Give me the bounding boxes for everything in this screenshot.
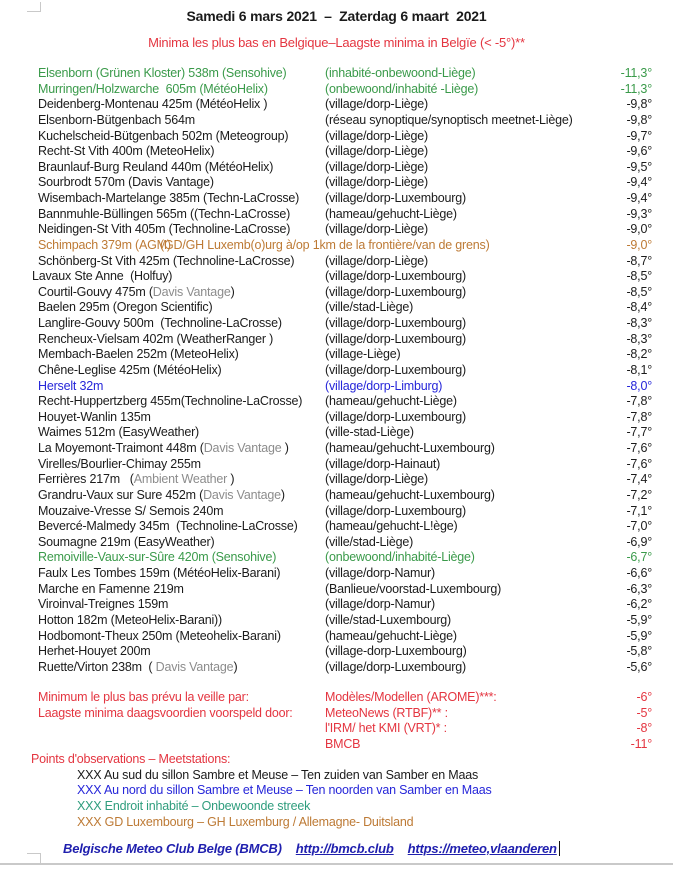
station-name: Ruette/Virton 238m ( Davis Vantage) [38,659,238,674]
station-location: (village/dorp-Hainaut) [325,456,441,471]
station-name: Remoiville-Vaux-sur-Sûre 420m (Sensohive) [38,550,277,565]
station-temperature: -7,7° [626,425,652,440]
station-location: (hameau/gehucht-Luxembourg) [325,487,495,502]
station-row [38,629,652,645]
station-temperature: -8,3° [626,316,652,330]
station-row [38,472,652,488]
station-name: Viroinval-Treignes 159m [38,597,169,612]
station-row [38,97,652,113]
station-location: (village/dorp-Namur) [325,566,435,580]
footer-link-bmcb[interactable]: http://bmcb.club [295,841,394,856]
station-location: (village/dorp-Luxembourg) [325,269,466,284]
stations-table [0,66,673,675]
station-temperature: -6,9° [626,534,652,549]
forecast-temperature: -11° [630,736,652,751]
station-row [38,144,652,160]
station-temperature: -8,0° [626,378,652,393]
station-temperature: -9,3° [626,206,652,221]
station-name: Schönberg-St Vith 425m (Technoline-LaCrosse) [38,253,295,268]
station-temperature: -9,5° [626,159,652,174]
station-name: La Moyemont-Traimont 448m (Davis Vantage ) [38,441,289,455]
station-row [38,519,652,535]
station-row [38,488,652,504]
station-temperature: -7,1° [626,503,652,518]
station-temperature: -11,3° [620,81,652,96]
station-name: Waimes 512m (EasyWeather) [38,425,200,440]
forecast-temperature: -8° [636,721,652,736]
station-name: Sourbrodt 570m (Davis Vantage) [38,175,214,190]
station-name: Hotton 182m (MeteoHelix-Barani)) [38,612,222,627]
station-location: (village/dorp-Luxembourg) [325,659,466,674]
station-row [38,457,652,473]
forecast-section [0,690,673,753]
legend-item: XXX Au nord du sillon Sambre et Meuse – Ten noorden van Samber en Maas [77,783,492,798]
station-name: Lavaux Ste Anne (Holfuy) [32,269,173,284]
station-temperature: -8,1° [626,362,652,377]
station-row [38,238,652,254]
station-name: Recht-Huppertzberg 455m(Technoline-LaCrosse) [38,394,303,409]
station-row [38,175,652,191]
station-temperature: -5,9° [626,612,652,627]
station-location: (village/dorp-Limburg) [325,378,443,393]
station-location: (hameau/gehucht-Liège) [325,394,457,409]
station-row [38,316,652,332]
station-temperature: -7,6° [626,456,652,471]
station-temperature: -8,7° [626,253,652,268]
station-location: (village-dorp-Luxembourg) [325,644,467,659]
station-temperature: -9,0° [626,222,652,237]
station-location: (village/dorp-Liège) [325,144,429,159]
forecast-source: MeteoNews (RTBF)** : [325,705,448,720]
station-name: Bannmuhle-Büllingen 565m ((Techn-LaCrosse) [38,206,291,221]
station-row [38,394,652,410]
station-name: Houyet-Wanlin 135m [38,409,151,424]
station-temperature: -9,4° [626,191,652,205]
station-name: Elsenborn-Bütgenbach 564m [38,112,195,127]
station-row [38,160,652,176]
station-temperature: -7,2° [626,487,652,502]
station-name: Elsenborn (Grünen Kloster) 538m (Sensohive) [38,66,287,80]
station-location: (GD/GH Luxemb(o)urg à/op 1km de la frontière/van de grens) [160,237,490,252]
station-row [38,222,652,238]
station-temperature: -9,6° [626,144,652,159]
station-location: (village/dorp-Luxembourg) [325,191,466,205]
legend-item: XXX GD Luxembourg – GH Luxemburg / Allemagne- Duitsland [77,814,414,829]
station-name: Ferrières 217m (Ambient Weather ) [38,472,235,487]
station-temperature: -6,6° [626,566,652,580]
station-temperature: -5,9° [626,628,652,643]
station-temperature: -9,0° [626,237,652,252]
station-row [38,441,652,457]
forecast-source: Modèles/Modellen (AROME)***: [325,690,497,704]
station-name: Bevercé-Malmedy 345m (Technoline-LaCrosse) [38,519,298,534]
station-location: (village/dorp-Luxembourg) [325,284,466,299]
station-temperature: -8,3° [626,331,652,346]
station-location: (village/dorp-Namur) [325,597,435,612]
station-row [38,347,652,363]
station-location: (inhabité-onbewoond-Liège) [325,66,476,80]
station-row [38,410,652,426]
station-row [38,82,652,98]
station-name: Schimpach 379m (AGM) [38,237,171,252]
station-name: Langlire-Gouvy 500m (Technoline-LaCrosse) [38,316,282,330]
station-temperature: -5,6° [626,659,652,674]
forecast-row [38,737,652,753]
station-name: Faulx Les Tombes 159m (MétéoHelix-Barani) [38,566,281,580]
station-temperature: -7,8° [626,409,652,424]
station-temperature: -8,4° [626,300,652,315]
station-row [38,566,652,582]
station-temperature: -7,6° [626,441,652,455]
station-row [38,129,652,145]
station-location: (village/dorp-Luxembourg) [325,503,466,518]
station-temperature: -6,3° [626,581,652,596]
station-location: (village/dorp-Luxembourg) [325,409,466,424]
station-name: Grandru-Vaux sur Sure 452m (Davis Vantage) [38,487,285,502]
station-location: (village/dorp-Liège) [325,128,429,143]
station-row [38,613,652,629]
station-temperature: -8,2° [626,347,652,362]
forecast-label: Laagste minima daagsvoordien voorspeld door: [38,705,293,720]
text-cursor [559,841,561,856]
station-row [38,332,652,348]
station-row [38,582,652,598]
station-location: (village/dorp-Liège) [325,472,429,487]
station-row [38,363,652,379]
station-name: Braunlauf-Burg Reuland 440m (MétéoHelix) [38,159,274,174]
station-temperature: -7,8° [626,394,652,409]
forecast-label [38,721,325,737]
station-location: (village/dorp-Luxembourg) [325,331,466,346]
station-row [38,597,652,613]
station-location: (onbewoond/inhabité-Liège) [325,550,475,565]
station-location: (village/dorp-Liège) [325,175,429,190]
station-location: (village/dorp-Luxembourg) [325,362,466,377]
forecast-row [38,690,652,706]
station-row [38,550,652,566]
station-name: Rencheux-Vielsam 402m (WeatherRanger ) [38,331,274,346]
page-subtitle: Minima les plus bas en Belgique–Laagste minima in Belgïe (< -5°)** [148,35,525,50]
station-row [38,504,652,520]
forecast-temperature: -5° [636,705,652,720]
station-name: Mouzaive-Vresse S/ Semois 240m [38,503,224,518]
station-name: Soumagne 219m (EasyWeather) [38,534,215,549]
legend-heading: Points d'observations – Meetstations: [31,752,231,766]
forecast-temperature: -6° [636,690,652,704]
station-row [38,66,652,82]
station-name: Murringen/Holzwarche 605m (MétéoHelix) [38,81,268,96]
legend-item: XXX Endroit inhabité – Onbewoonde streek [77,798,311,813]
footer-org: Belgische Meteo Club Belge (BMCB) [63,841,282,856]
station-row [38,644,652,660]
station-name: Neidingen-St Vith 405m (Technoline-LaCrosse) [38,222,291,237]
station-temperature: -7,4° [626,472,652,487]
station-row [38,379,652,395]
station-temperature: -9,8° [626,112,652,127]
forecast-source: l'IRM/ het KMI (VRT)* : [325,721,447,736]
station-name: Membach-Baelen 252m (MeteoHelix) [38,347,239,362]
station-temperature: -9,4° [626,175,652,190]
station-row [38,191,652,207]
station-row [38,254,652,270]
station-location: (village/dorp-Liège) [325,222,429,237]
station-location: (ville-stad-Liège) [325,425,414,440]
text-boundary-mark-bottom-left [27,853,41,863]
forecast-row [38,721,652,737]
station-temperature: -7,0° [626,519,652,534]
station-row [38,113,652,129]
station-temperature: -6,2° [626,597,652,612]
station-temperature: -9,7° [626,128,652,143]
station-row [38,300,652,316]
station-name: Virelles/Bourlier-Chimay 255m [38,456,201,471]
station-location: (ville/stad-Luxembourg) [325,612,452,627]
station-location: (Banlieue/voorstad-Luxembourg) [325,581,502,596]
station-row [38,285,652,301]
legend-section [0,752,673,830]
station-location: (onbewoond/inhabité -Liège) [325,81,479,96]
station-name: Hodbomont-Theux 250m (Meteohelix-Barani) [38,628,281,643]
station-location: (ville/stad-Liège) [325,534,414,549]
station-location: (village/dorp-Luxembourg) [325,316,466,330]
station-name: Kuchelscheid-Bütgenbach 502m (Meteogroup) [38,128,289,143]
station-location: (village/dorp-Liège) [325,159,429,174]
station-name: Chêne-Leglise 425m (MétéoHelix) [38,362,222,377]
station-temperature: -9,8° [626,97,652,112]
forecast-label [38,737,325,753]
station-name: Baelen 295m (Oregon Scientific) [38,300,213,315]
station-row [32,269,652,285]
station-name: Recht-St Vith 400m (MeteoHelix) [38,144,215,159]
station-temperature: -8,5° [626,269,652,284]
station-location: (village/dorp-Liège) [325,253,429,268]
station-temperature: -8,5° [626,284,652,299]
station-name: Herhet-Houyet 200m [38,644,151,659]
station-temperature: -6,7° [626,550,652,565]
station-temperature: -5,8° [626,644,652,659]
station-name: Wisembach-Martelange 385m (Techn-LaCrosse) [38,191,300,205]
footer-link-meteo-vlaanderen[interactable]: https://meteo,vlaanderen [407,841,557,856]
forecast-label: Minimum le plus bas prévu la veille par: [38,690,249,704]
forecast-source: BMCB [325,736,361,751]
station-location: (hameau/gehucht-L!ège) [325,519,458,534]
page-title: Samedi 6 mars 2021 – Zaterdag 6 maart 2021 [186,8,487,24]
station-row [38,207,652,223]
forecast-row [38,706,652,722]
station-location: (village-Liège) [325,347,401,362]
station-row [38,535,652,551]
page-boundary-line [0,863,673,865]
station-location: (hameau/gehucht-Liège) [325,206,457,221]
legend-item: XXX Au sud du sillon Sambre et Meuse – Ten zuiden van Samber en Maas [77,767,478,782]
station-location: (hameau/gehucht-Luxembourg) [325,441,495,455]
station-temperature: -11,3° [620,66,652,80]
station-location: (ville/stad-Liège) [325,300,414,315]
station-name: Herselt 32m [38,378,104,393]
station-location: (village/dorp-Liège) [325,97,429,112]
station-name: Marche en Famenne 219m [38,581,184,596]
station-row [38,660,652,676]
station-name: Courtil-Gouvy 475m (Davis Vantage) [38,284,235,299]
station-name: Deidenberg-Montenau 425m (MétéoHelix ) [38,97,268,112]
station-location: (hameau/gehucht-Liège) [325,628,457,643]
station-row [38,425,652,441]
station-location: (réseau synoptique/synoptisch meetnet-Liège) [325,112,573,127]
footer [63,841,560,857]
